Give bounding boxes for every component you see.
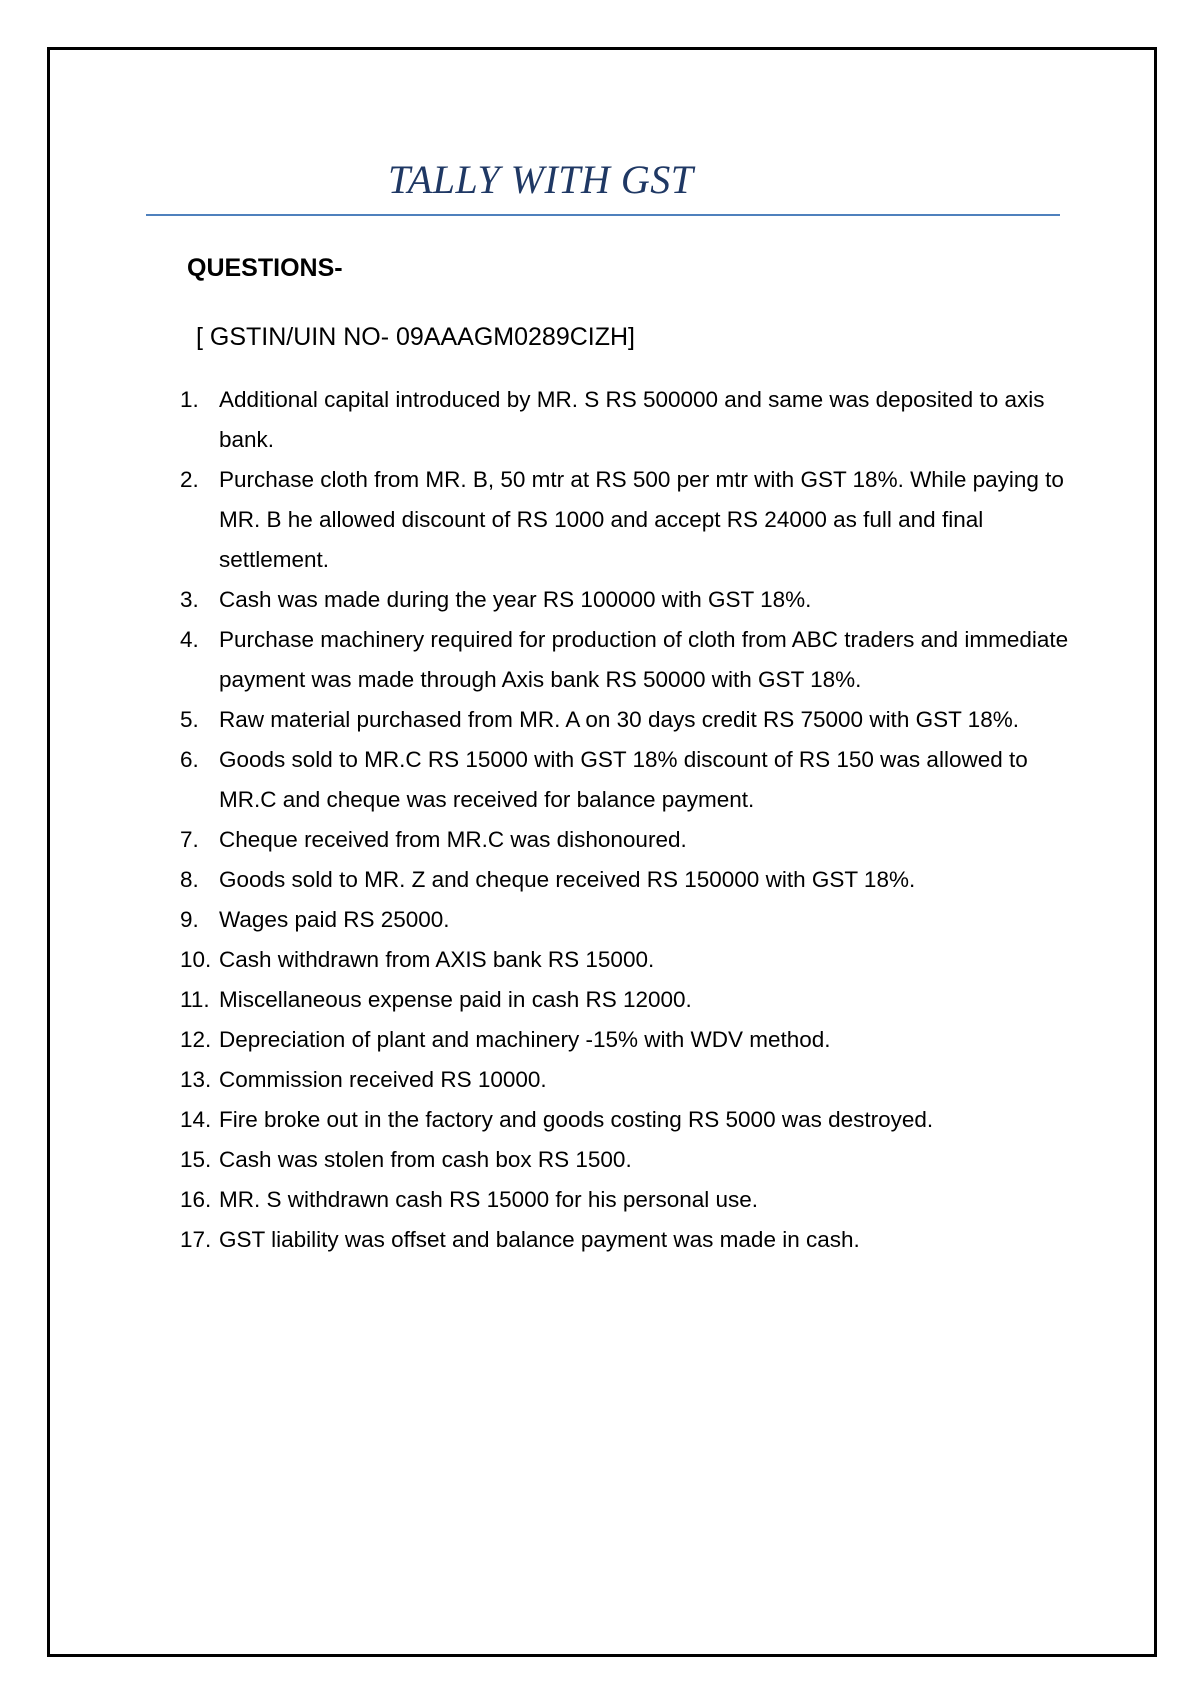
question-number: 7.: [180, 827, 199, 852]
question-number: 8.: [180, 867, 199, 892]
question-number: 17.: [180, 1227, 212, 1252]
question-text: Cash withdrawn from AXIS bank RS 15000.: [219, 947, 655, 972]
question-text: Additional capital introduced by MR. S RS 500000 and same was deposited to axis bank.: [219, 387, 1045, 452]
question-number: 5.: [180, 707, 199, 732]
list-item: [180, 1140, 1070, 1180]
list-item: [180, 460, 1070, 580]
list-item: [180, 980, 1070, 1020]
question-number: 11.: [180, 987, 210, 1012]
list-item: [180, 1020, 1070, 1060]
questions-heading: QUESTIONS-: [187, 254, 343, 282]
question-list: [180, 380, 1070, 1260]
question-number: 4.: [180, 627, 199, 652]
question-number: 9.: [180, 907, 199, 932]
question-number: 6.: [180, 747, 199, 772]
document-title: TALLY WITH GST: [388, 157, 694, 202]
list-item: [180, 1180, 1070, 1220]
question-text: Goods sold to MR. Z and cheque received RS 150000 with GST 18%.: [219, 867, 916, 892]
question-number: 10.: [180, 947, 212, 972]
question-number: 2.: [180, 467, 199, 492]
list-item: [180, 700, 1070, 740]
list-item: [180, 380, 1070, 460]
question-text: Cheque received from MR.C was dishonoured.: [219, 827, 687, 852]
list-item: [180, 1060, 1070, 1100]
question-number: 14.: [180, 1107, 212, 1132]
question-text: Cash was stolen from cash box RS 1500.: [219, 1147, 632, 1172]
list-item: [180, 820, 1070, 860]
question-text: Purchase cloth from MR. B, 50 mtr at RS 500 per mtr with GST 18%. While paying to MR. B he allowed discount of RS 1000 and accept RS 24000 as full and final settlement.: [219, 467, 1064, 572]
list-item: [180, 1220, 1070, 1260]
question-number: 3.: [180, 587, 199, 612]
question-text: MR. S withdrawn cash RS 15000 for his personal use.: [219, 1187, 759, 1212]
question-text: Purchase machinery required for production of cloth from ABC traders and immediate payment was made through Axis bank RS 50000 with GST 18%.: [219, 627, 1069, 692]
question-text: Cash was made during the year RS 100000 with GST 18%.: [219, 587, 812, 612]
list-item: [180, 1100, 1070, 1140]
question-number: 15.: [180, 1147, 212, 1172]
question-number: 12.: [180, 1027, 212, 1052]
question-text: GST liability was offset and balance payment was made in cash.: [219, 1227, 860, 1252]
question-text: Depreciation of plant and machinery -15% with WDV method.: [219, 1027, 831, 1052]
list-item: [180, 580, 1070, 620]
question-number: 1.: [180, 387, 199, 412]
question-text: Miscellaneous expense paid in cash RS 12000.: [219, 987, 692, 1012]
question-text: Goods sold to MR.C RS 15000 with GST 18% discount of RS 150 was allowed to MR.C and cheque was received for balance payment.: [219, 747, 1028, 812]
list-item: [180, 940, 1070, 980]
list-item: [180, 900, 1070, 940]
gstin-number: [ GSTIN/UIN NO- 09AAAGM0289CIZH]: [196, 323, 635, 351]
question-text: Raw material purchased from MR. A on 30 days credit RS 75000 with GST 18%.: [219, 707, 1019, 732]
list-item: [180, 740, 1070, 820]
title-rule: [146, 214, 1060, 216]
list-item: [180, 860, 1070, 900]
question-text: Fire broke out in the factory and goods costing RS 5000 was destroyed.: [219, 1107, 934, 1132]
question-number: 13.: [180, 1067, 212, 1092]
question-text: Commission received RS 10000.: [219, 1067, 547, 1092]
list-item: [180, 620, 1070, 700]
question-text: Wages paid RS 25000.: [219, 907, 450, 932]
question-number: 16.: [180, 1187, 212, 1212]
